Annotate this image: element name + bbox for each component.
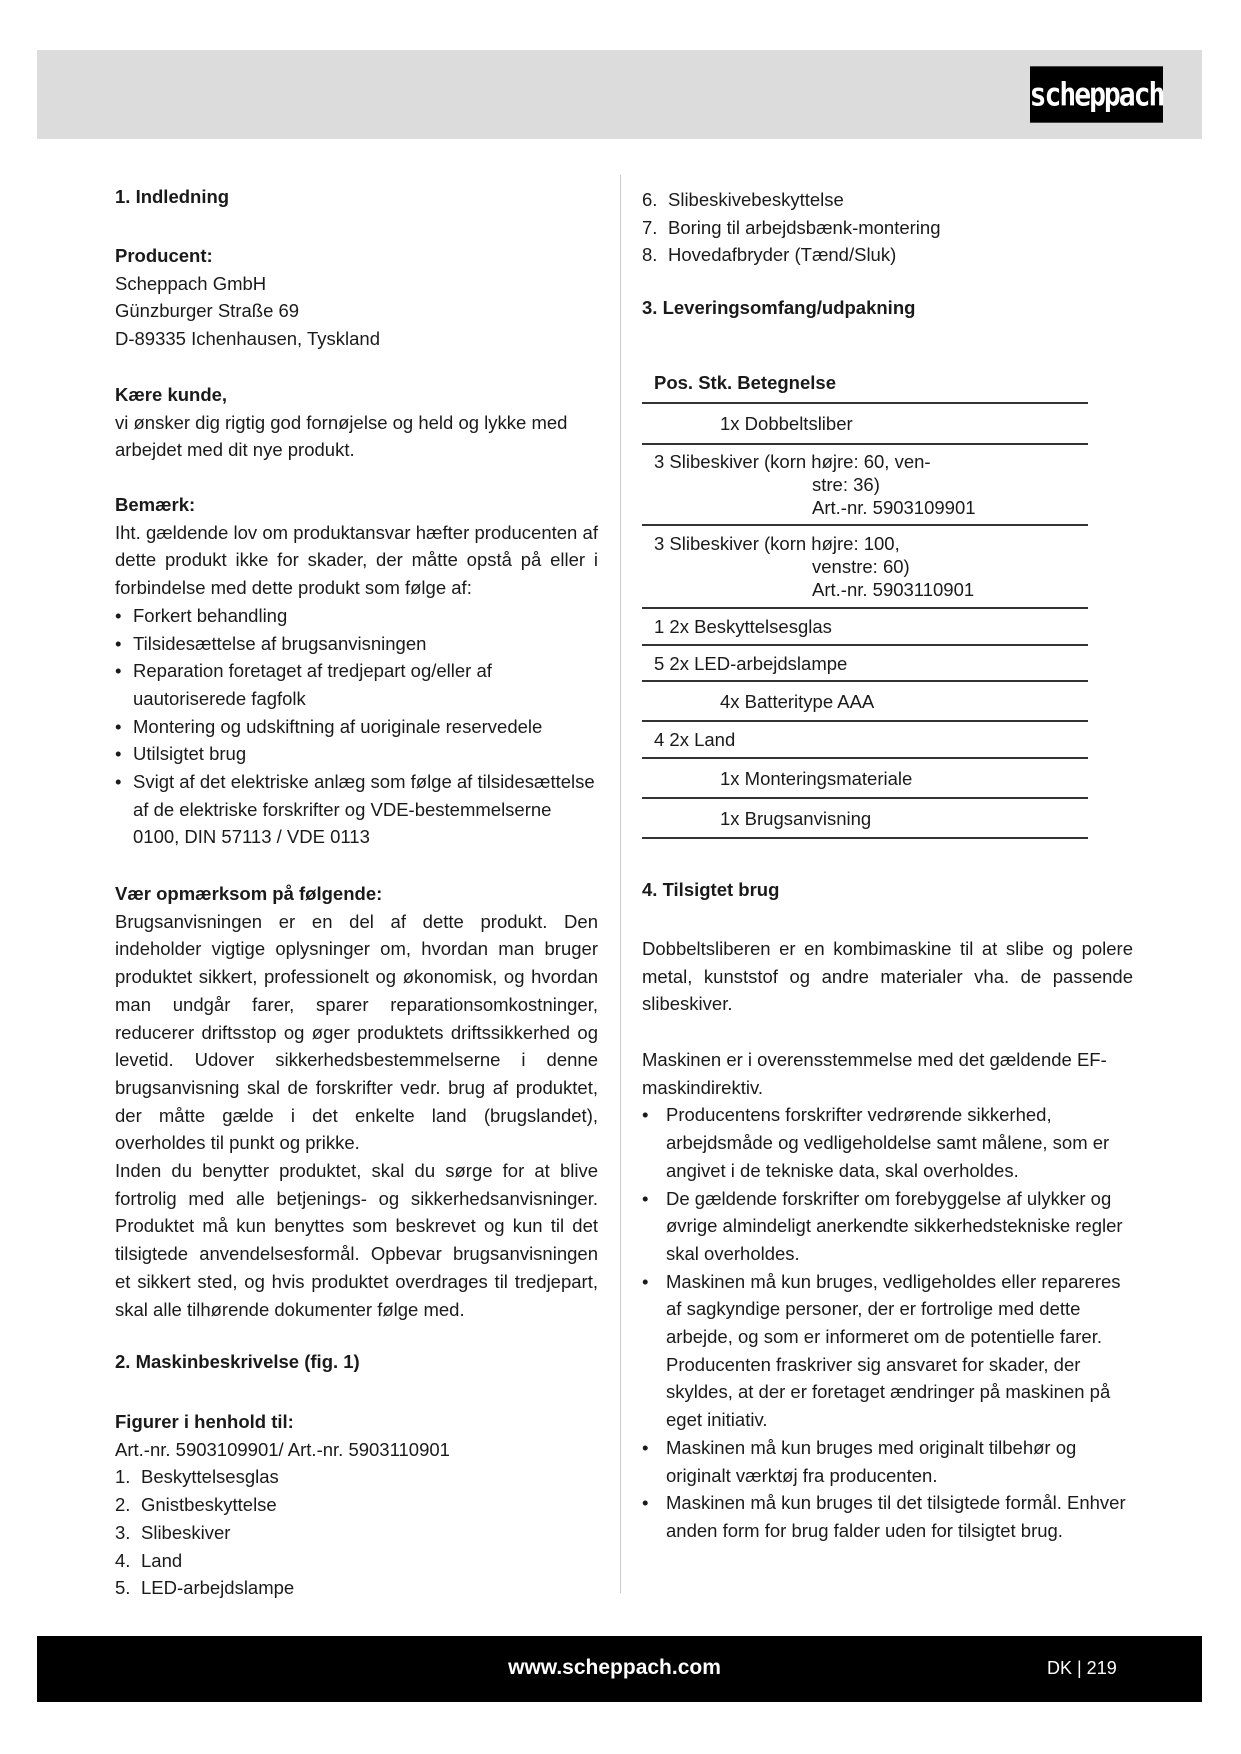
- table-row: 3 Slibeskiver (korn højre: 60, ven- stre: 36) Art.-nr. 5903109901: [642, 444, 1088, 525]
- attention-text-2: Inden du benytter produktet, skal du sørge for at blive fortrolig med alle betjenings- og sikkerhedsanvisninger. Produktet må kun benyttes som beskrevet og kun til det tilsigtede anvendelsesformål. Opbevar brugsanvisningen et sikkert sted, og hvis produktet overdrages til tredjepart, skal alle tilhørende dokumenter følge med.: [115, 1160, 598, 1320]
- table-row: 4 2x Land: [642, 721, 1088, 758]
- note-bullet: • Tilsidesættelse af brugsanvisningen: [115, 630, 598, 658]
- rule-bullet: • Maskinen må kun bruges til det tilsigtede formål. Enhver anden form for brug falder uden for tilsigtet brug.: [642, 1489, 1133, 1544]
- directive-paragraph: Maskinen er i overensstemmelse med det gældende EF-maskindirektiv.: [642, 1049, 1107, 1098]
- table-row: 5 2x LED-arbejdslampe: [642, 645, 1088, 681]
- producer-line: D-89335 Ichenhausen, Tyskland: [115, 328, 381, 350]
- greeting-label: Kære kunde,: [115, 384, 228, 405]
- section-1-title: 1. Indledning: [115, 186, 230, 207]
- website-link[interactable]: www.scheppach.com: [508, 1656, 721, 1679]
- note-block: [115, 491, 598, 851]
- column-divider: [620, 175, 621, 1593]
- table-row: 3 Slibeskiver (korn højre: 100, venstre: 60) Art.-nr. 5903110901: [642, 525, 1088, 608]
- note-bullet: • Svigt af det elektriske anlæg som følge af tilsidesættelse af de elektriske forskrifter og VDE-bestemmelserne 0100, DIN 57113 / VDE 0113: [115, 768, 598, 851]
- table-row: 4x Batteritype AAA: [642, 681, 1088, 721]
- part-item: 3. Slibeskiver: [115, 1521, 231, 1543]
- greeting-text: vi ønsker dig rigtig god fornøjelse og held og lykke med arbejdet med dit nye produkt.: [115, 411, 568, 461]
- delivery-table: [642, 362, 1088, 839]
- attention-text: Brugsanvisningen er en del af dette produkt. Den indeholder vigtige oplysninger om, hvordan man bruger produktet sikkert, professionelt og økonomisk, og hvordan man undgår farer, sparer reparationsomkostninger, reducerer driftsstop og øger produktets driftssikkerhed og levetid. Udover sikkerhedsbestemmelserne i denne brugsanvisning skal de forskrifter vedr. brug af produktet, der måtte gælde i det enkelte land (brugslandet), overholdes til punkt og prikke.: [115, 910, 598, 1154]
- table-row: 1x Dobbeltsliber: [642, 403, 1088, 444]
- attention-block: [115, 880, 598, 1323]
- rule-bullet: • Maskinen må kun bruges, vedligeholdes eller repareres af sagkyndige personer, der er fortrolige med dette arbejde, og som er informeret om de potentielle farer. Producenten fraskriver sig ansvaret for skader, der skyldes, at der er foretaget ændringer på maskinen på eget initiativ.: [642, 1268, 1133, 1434]
- part-item: 6. Slibeskivebeskyttelse: [642, 189, 844, 210]
- note-label: Bemærk:: [115, 494, 196, 515]
- table-row: 1x Brugsanvisning: [642, 798, 1088, 838]
- part-item: 2. Gnistbeskyttelse: [115, 1494, 277, 1516]
- greeting-block: [115, 381, 598, 464]
- page-footer: [37, 1636, 1202, 1702]
- intended-use-text: [642, 935, 1133, 1018]
- table-row: 1 2x Beskyttelsesglas: [642, 608, 1088, 645]
- intended-use-paragraph: Dobbeltsliberen er en kombimaskine til at slibe og polere metal, kunststof og andre materialer vha. de passende slibeskiver.: [642, 938, 1133, 1015]
- rule-bullet: • Maskinen må kun bruges med originalt tilbehør og originalt værktøj fra producenten.: [642, 1434, 1133, 1489]
- producer-label: Producent:: [115, 245, 213, 266]
- note-bullet: • Utilsigtet brug: [115, 740, 598, 768]
- part-item: 4. Land: [115, 1549, 183, 1571]
- attention-label: Vær opmærksom på følgende:: [115, 883, 383, 904]
- producer-line: Scheppach GmbH: [115, 272, 267, 294]
- page-header: [37, 50, 1202, 139]
- figure-ref: Art.-nr. 5903109901/ Art.-nr. 5903110901: [115, 1438, 450, 1460]
- section-4-title: 4. Tilsigtet brug: [642, 879, 780, 900]
- note-bullet: • Forkert behandling: [115, 602, 598, 630]
- note-bullet: • Reparation foretaget af tredjepart og/eller af uautoriserede fagfolk: [115, 657, 598, 712]
- note-bullet: • Montering og udskiftning af uoriginale reservedele: [115, 713, 598, 741]
- rule-bullet: • Producentens forskrifter vedrørende sikkerhed, arbejdsmåde og vedligeholdelse samt målene, som er angivet i de tekniske data, skal overholdes.: [642, 1101, 1133, 1184]
- parts-list-continued: [642, 186, 1133, 269]
- table-row: 1x Monteringsmateriale: [642, 758, 1088, 798]
- section-2-title: 2. Maskinbeskrivelse (fig. 1): [115, 1351, 360, 1372]
- part-item: 7. Boring til arbejdsbænk-montering: [642, 216, 941, 238]
- figure-label: Figurer i henhold til:: [115, 1411, 294, 1432]
- scheppach-logo: scheppach: [1030, 66, 1163, 122]
- section-3-title: 3. Leveringsomfang/udpakning: [642, 297, 916, 318]
- part-item: 5. LED-arbejdslampe: [115, 1577, 295, 1599]
- producer-block: [115, 242, 598, 353]
- producer-line: Günzburger Straße 69: [115, 300, 300, 322]
- note-text: Iht. gældende lov om produktansvar hæfter producenten af dette produkt ikke for skader, der måtte opstå på eller i forbindelse med dette produkt som følge af:: [115, 521, 598, 599]
- part-item: 8. Hovedafbryder (Tænd/Sluk): [642, 244, 897, 266]
- figure-block: [115, 1408, 598, 1602]
- intended-use-rules: [642, 1046, 1133, 1545]
- page-number: DK | 219: [1047, 1658, 1117, 1678]
- part-item: 1. Beskyttelsesglas: [115, 1466, 279, 1488]
- table-header: Pos. Stk. Betegnelse: [642, 362, 1088, 403]
- rule-bullet: • De gældende forskrifter om forebyggelse af ulykker og øvrige almindeligt anerkendte sikkerhedstekniske regler skal overholdes.: [642, 1185, 1133, 1268]
